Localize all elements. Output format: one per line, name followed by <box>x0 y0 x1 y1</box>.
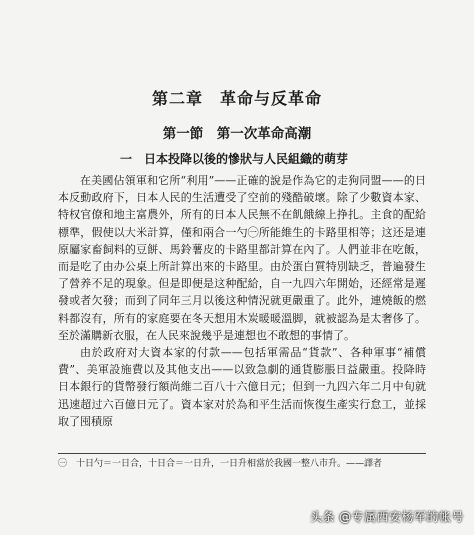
chapter-title: 第二章 革命与反革命 <box>151 89 322 108</box>
paragraph: 在美國佔領軍和它所“利用”——正確的說是作為它的走狗同盟——的日本反動政府下，日本人民的生活遭受了空前的殘酷破壞。除了少數資本家、特权官僚和地主富農外，所有的日本人民無不在飢餓線上挣扎。主食的配給標準，假使以大米計算，僅和兩合一勺㊀所能維生的卡路里相等；这还是連原屬家畜飼料的豆餅、馬鈴薯皮的卡路里都計算在內了。人們並非在吃飯，而是吃了由办公桌上所計算出來的卡路里。由於蛋白質特別缺乏，普遍發生了營养不足的現象。但是即便是这种配給，自一九四六年開始，还經常是遲發或者欠發；而到了同年三月以後这种情況就更嚴重了。此外，連燒飯的燃料都沒有，所有的家庭要在冬天想用木炭暖暖溫脚，就被認為是太奢侈了。至於滿購新衣服，在人民來說幾乎是連想也不敢想的事情了。 <box>58 174 426 342</box>
watermark <box>310 508 464 525</box>
paragraph: 由於政府对大資本家的付款——包括軍需品“貨款”、各种軍事“補償費”、美軍設施費以及其他支出——以致急劇的通貨膨脹日益嚴重。投降時日本銀行的貨幣發行額尚維二百八十六億日元；但到一九四六年二月中旬就迅速超过六百億日元了。資本家对於為和平生活而恢復生產实行怠工，並採取了囤積原 <box>58 346 426 428</box>
watermark-handle: @专属西安杨军的帐号 <box>338 510 464 524</box>
watermark-brand: 头条 <box>309 510 335 524</box>
body-text <box>58 172 426 430</box>
footnote-divider <box>58 453 426 454</box>
footnote: ㊀ 十日勺＝一日合，十日合＝一日升，一日升相當於我國一整八市升。——譯者 <box>58 459 383 469</box>
subsection-title: 一 日本投降以後的慘狀与人民組織的萌芽 <box>120 152 349 166</box>
section-title: 第一節 第一次革命高潮 <box>162 126 312 142</box>
